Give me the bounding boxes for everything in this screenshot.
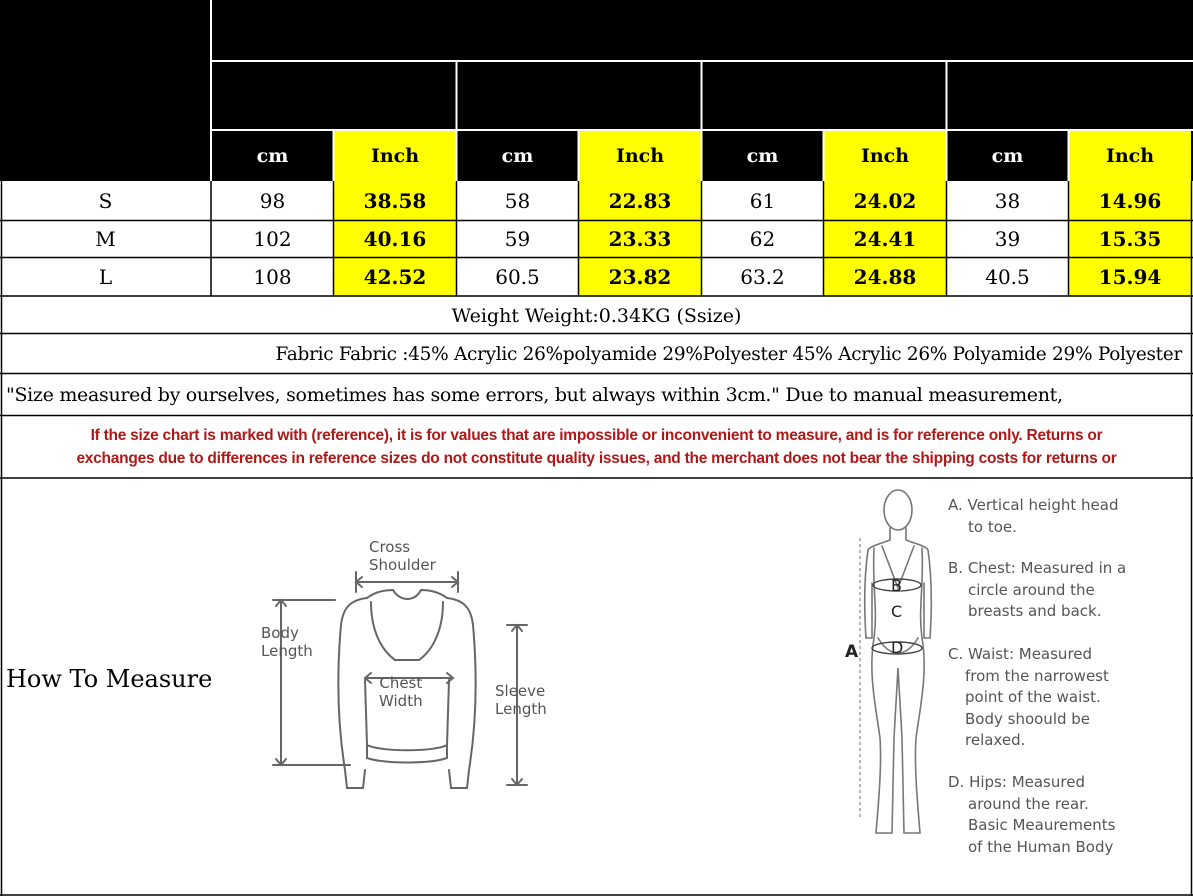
sleeve-length-label-line1: Sleeve (495, 682, 546, 700)
legend-c-line1: C. Waist: Measured (948, 645, 1093, 663)
table-cell: 40.16 (334, 221, 456, 257)
table-row-size-label: S (98, 189, 113, 213)
group-length-header: Length Length (479, 81, 678, 110)
legend-b-line3: breasts and back. (968, 602, 1102, 620)
table-cell: 102 (253, 227, 292, 251)
unit-cm-sleeve: cm (702, 131, 823, 181)
table-cell: 14.96 (1069, 182, 1191, 220)
unit-inch-chest: Inch (334, 131, 456, 181)
legend-a-line2: to toe. (968, 517, 1017, 536)
size-header: Size Size (45, 76, 165, 105)
table-row-size-label: M (95, 227, 116, 251)
table-cell: 42.52 (334, 258, 456, 296)
legend-b (948, 558, 1126, 623)
table-cell: 60.5 (495, 265, 540, 289)
table-cell: 24.88 (824, 258, 946, 296)
legend-a (948, 495, 1118, 538)
body-length-label-line2: Length (261, 642, 313, 660)
cross-shoulder-label (369, 538, 436, 574)
unit-cm-shoulder: cm (947, 131, 1068, 181)
legend-c-line4: Body shoould be (965, 709, 1091, 728)
table-cell: 38.58 (334, 182, 456, 220)
table-cell: 98 (259, 189, 286, 213)
legend-b-line1: B. Chest: Measured in a (948, 559, 1127, 577)
garment-diagram (255, 530, 575, 800)
table-cell: 108 (253, 265, 292, 289)
legend-a-line1: A. Vertical height head (948, 496, 1119, 514)
human-body-icon (840, 488, 950, 843)
legend-d-line2: around the rear. (968, 794, 1089, 813)
legend-d-line1: D. Hips: Measured (948, 773, 1085, 791)
cross-shoulder-label-line2: Shoulder (369, 556, 436, 574)
legend-c-line5: relaxed. (965, 731, 1026, 749)
table-row-size-label: L (98, 265, 113, 289)
reference-notice (0, 424, 1193, 474)
body-diagram (840, 488, 950, 843)
legend-d-line4: of the Human Body (968, 837, 1114, 856)
table-cell: 23.82 (579, 258, 701, 296)
legend-b-line2: circle around the (968, 580, 1095, 599)
reference-notice-line1: If the size chart is marked with (reference), it is for values that are impossible or inconvenient to measure, and is for reference only. Returns or (90, 427, 1103, 444)
chart-title: Measurement Size Chart (536, 16, 869, 44)
table-cell: 38 (994, 189, 1021, 213)
chest-width-label (379, 674, 423, 710)
table-cell: 15.94 (1069, 258, 1191, 296)
group-chest-header: Chest Chest (252, 81, 415, 110)
table-cell: 63.2 (740, 265, 785, 289)
chest-width-label-line1: Chest (379, 674, 423, 692)
body-length-label-line1: Body (261, 624, 299, 642)
table-cell: 24.02 (824, 182, 946, 220)
table-cell: 24.41 (824, 221, 946, 257)
legend-d (948, 772, 1115, 858)
weight-info: Weight Weight:0.34KG (Ssize) (451, 305, 742, 327)
sleeve-length-label-line2: Length (495, 700, 547, 718)
table-cell: 39 (994, 227, 1021, 251)
table-cell: 40.5 (985, 265, 1030, 289)
shoulder-header-line2: Shoulder width (967, 97, 1173, 126)
reference-notice-line2: exchanges due to differences in reference sizes do not constitute quality issues, and the merchant does not bear the shipping costs for returns or (76, 450, 1117, 467)
measurement-disclaimer: "Size measured by ourselves, sometimes has some errors, but always within 3cm." Due to manual measurement, (6, 384, 1063, 406)
table-cell: 62 (749, 227, 776, 251)
fabric-info: Fabric Fabric :45% Acrylic 26%polyamide 29%Polyester 45% Acrylic 26% Polyamide 29% Polyester (275, 343, 1182, 365)
label-letter-d: D (891, 638, 904, 657)
sleeve-length-label (495, 682, 547, 718)
group-sleeve-header: Sleeve length (730, 81, 917, 110)
label-letter-a: A (845, 642, 859, 662)
how-to-measure-title: How To Measure (6, 665, 213, 693)
table-cell: 61 (749, 189, 776, 213)
unit-cm-length: cm (457, 131, 578, 181)
table-cell: 59 (504, 227, 531, 251)
unit-inch-shoulder: Inch (1069, 131, 1191, 181)
unit-inch-length: Inch (579, 131, 701, 181)
table-cell: 22.83 (579, 182, 701, 220)
label-letter-b: B (891, 576, 902, 595)
legend-c-line2: from the narrowest (965, 666, 1109, 685)
body-length-label (261, 624, 313, 660)
cross-shoulder-label-line1: Cross (369, 538, 411, 556)
shoulder-header-line1: Shoulder (1009, 65, 1131, 94)
label-letter-c: C (891, 602, 903, 621)
table-cell: 15.35 (1069, 221, 1191, 257)
legend-c-line3: point of the waist. (965, 688, 1101, 706)
table-cell: 58 (504, 189, 531, 213)
unit-cm-chest: cm (212, 131, 333, 181)
chest-width-label-line2: Width (379, 692, 423, 710)
table-cell: 23.33 (579, 221, 701, 257)
legend-d-line3: Basic Meaurements (968, 816, 1116, 834)
unit-inch-sleeve: Inch (824, 131, 946, 181)
legend-c (948, 644, 1109, 752)
